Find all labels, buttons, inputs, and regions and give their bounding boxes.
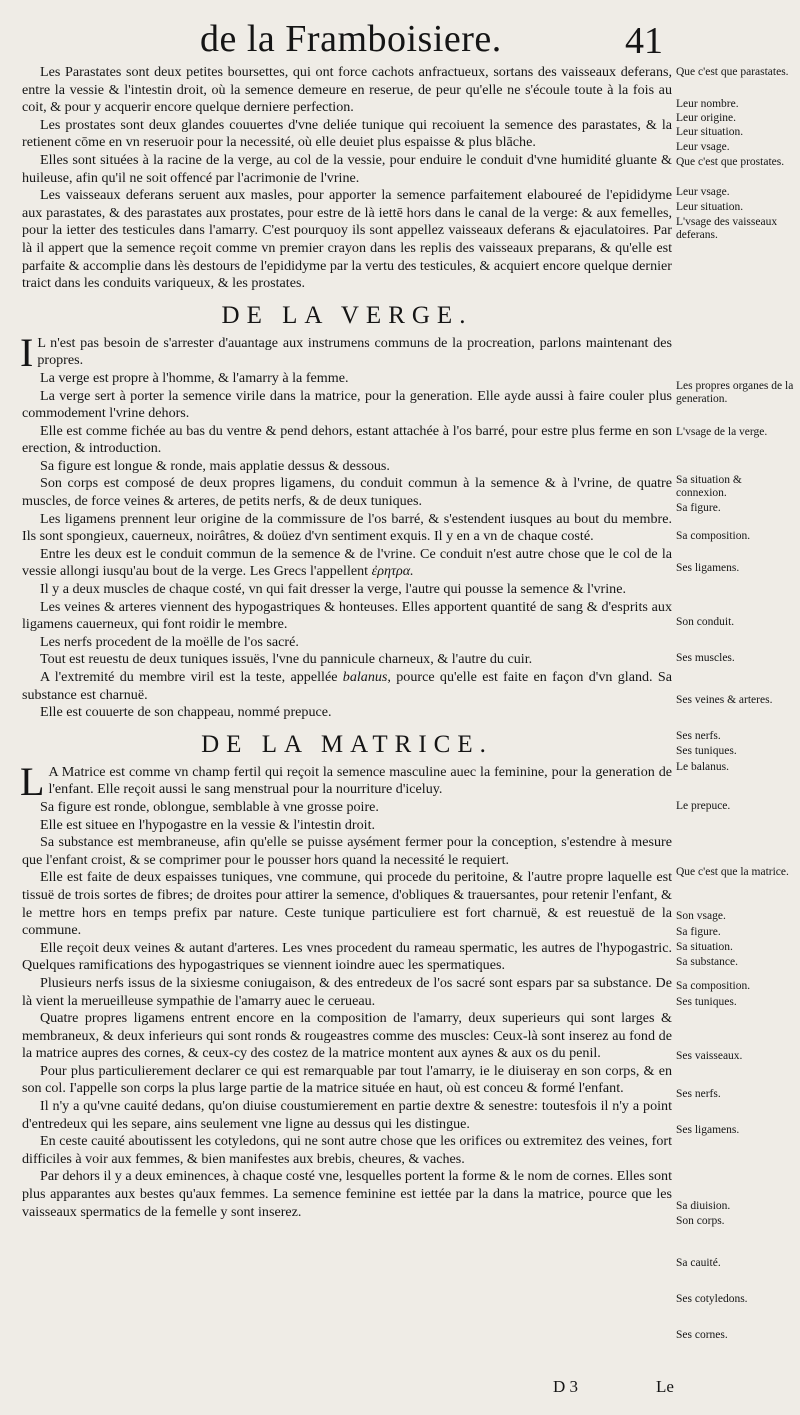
paragraph: Elle reçoit deux veines & autant d'arteres. Les vnes procedent du rameau spermatic, les autres de l'hypogastric. Quelques ramifications des hypogastriques se viennent ioindre auec les spermatiques. <box>22 939 672 974</box>
margin-note: Ses nerfs. <box>676 1088 721 1100</box>
margin-note: Son conduit. <box>676 616 735 628</box>
margin-note: Sa composition. <box>676 980 751 992</box>
paragraph-text: Entre les deux est le conduit commun de la semence & de l'vrine. Ce conduit n'est autre chose que le col de la vessie allongi iusqu'au bout de la verge. Les Grecs l'appellent <box>22 545 672 580</box>
paragraph: La verge sert à porter la semence virile dans la matrice, pour la generation. Elle ayde aussi à faire couler plus commodement l'vrine dehors. <box>22 387 672 422</box>
paragraph-text: , pource qu'elle est faite en façon d'vn gland. Sa substance est charnuë. <box>22 669 672 703</box>
margin-note: Ses muscles. <box>676 652 735 664</box>
margin-note: Ses cornes. <box>676 1329 728 1341</box>
drop-initial: L <box>20 758 45 804</box>
margin-note: Le prepuce. <box>676 800 731 812</box>
margin-note: Sa cauité. <box>676 1257 721 1269</box>
main-text-column <box>22 64 672 1221</box>
page-number: 41 <box>625 20 663 62</box>
margin-note: Leur nombre. <box>676 98 739 110</box>
margin-note: Son vsage. <box>676 910 726 922</box>
margin-note: Sa diuision. <box>676 1200 731 1212</box>
drop-initial: I <box>20 329 34 375</box>
margin-notes <box>676 0 794 1400</box>
margin-note: Sa composition. <box>676 530 751 542</box>
margin-note: Ses ligamens. <box>676 1124 740 1136</box>
paragraph: Elles sont situées à la racine de la verge, au col de la vessie, pour enduire le conduit d'vne humidité gluante & huileuse, afin qu'il ne soit offencé par l'acrimonie de l'vrine. <box>22 151 672 186</box>
paragraph: Elle est situee en l'hypogastre en la vessie & l'intestin droit. <box>40 816 376 833</box>
paragraph: Les veines & arteres viennent des hypogastriques & honteuses. Elles apportent quantité de sang & d'esprits aux ligamens cauerneux, qui font roidir le membre. <box>22 598 672 633</box>
margin-note: Ses tuniques. <box>676 996 737 1008</box>
paragraph: Pour plus particulierement declarer ce qui est remarquable par tout l'amarry, ie le diuiseray en son corps, & en son col. I'appelle son corps la plus large partie de la matrice située en haut, où est conceu & formé l'enfant. <box>22 1062 672 1097</box>
paragraph: Les Parastates sont deux petites boursettes, qui ont force cachots anfractueux, sortans des vaisseaux deferans, entre la vessie & l'intestin droit, où la semence demeure en reserue, de peur qu'elle ne s'écoule toute à la fois au coit, & pour y acquerir encore quelque derniere perfection. <box>22 64 672 116</box>
paragraph <box>20 329 672 375</box>
paragraph: Elle est comme fichée au bas du ventre & pend dehors, estant attachée à l'os barré, pour estre plus ferme en son erection, & introduction. <box>22 422 672 457</box>
paragraph: Sa figure est ronde, oblongue, semblable à vne grosse poire. <box>40 798 379 815</box>
margin-note: Que c'est que prostates. <box>676 156 785 168</box>
paragraph <box>20 758 672 804</box>
paragraph: Elle est couuerte de son chappeau, nommé prepuce. <box>40 704 332 721</box>
catchword: Le <box>656 1377 674 1396</box>
paragraph <box>22 669 672 704</box>
margin-note: Les propres organes de la generation. <box>676 380 794 405</box>
margin-note: Ses vaisseaux. <box>676 1050 743 1062</box>
section-heading-matrice: DE LA MATRICE. <box>201 730 493 758</box>
margin-note: Ses tuniques. <box>676 745 737 757</box>
margin-note: Sa situation. <box>676 941 733 953</box>
margin-note: Que c'est que parastates. <box>676 66 789 78</box>
margin-note: Le balanus. <box>676 761 730 773</box>
paragraph: Tout est reuestu de deux tuniques issuës, l'vne du pannicule charneux, & l'autre du cuir. <box>40 651 533 668</box>
paragraph: Il n'y a qu'vne cauité dedans, qu'on diuise coustumierement en partie dextre & senestre: toutesfois il n'y a point d'entredeux qui les separe, ains seulement vne ligne au dessus qui les distingue. <box>22 1098 672 1132</box>
margin-note: L'vsage de la verge. <box>676 426 768 438</box>
paragraph: Son corps est composé de deux propres ligamens, du conduit commun à la semence & à l'vrine, de quatre muscles, de force veines & arteres, de petits nerfs, & de deux tuniques. <box>22 475 672 510</box>
margin-note: Ses ligamens. <box>676 562 740 574</box>
section-heading-verge: DE LA VERGE. <box>221 301 473 329</box>
paragraph: Les vaisseaux deferans seruent aux masles, pour apporter la semence parfaitement elaboureé de l'epididyme aux parastates, & des parastates aux prostates, pour estre de là iettē hors dans le canal de la verge: & aux femelles, pour la ietter des testicules dans l'amarry. C'est pourquoy ils sont appellez vaisseaux deferans & ejaculatoires. Par là il appert que la semence reçoit comme vn premier crayon dans les replis des vaisseaux preparans, & qu'elle est parfaite & accomplie dans lès destours de l'epididyme par la vertu des testicules, & acquiert encore quelque dernier traict dans les conduits variqueux, & les prostates. <box>22 187 672 292</box>
margin-note: Leur origine. <box>676 112 737 124</box>
paragraph: Les prostates sont deux glandes couuertes d'vne deliée tunique qui recoiuent la semence des parastates, & la retienent cōme en vn reseruoir pour la necessité, où elle deuiet plus espaisse & plus blāche. <box>22 116 672 151</box>
paragraph-text: A Matrice est comme vn champ fertil qui reçoit la semence masculine auec la feminine, pour la generation de l'enfant. Elle reçoit aussi le sang menstrual pour la nourriture d'iceluy. <box>48 763 672 798</box>
greek-word: ἐρητρα. <box>371 563 414 580</box>
running-title: de la Framboisiere. <box>200 18 502 60</box>
paragraph: La verge est propre à l'homme, & l'amarry à la femme. <box>40 369 349 386</box>
paragraph: Les nerfs procedent de la moëlle de l'os sacré. <box>40 633 299 650</box>
margin-note: Sa situation & connexion. <box>676 474 742 499</box>
margin-note: Leur situation. <box>676 201 744 213</box>
paragraph: Sa figure est longue & ronde, mais applatie dessus & dessous. <box>40 457 390 474</box>
paragraph: Elle est faite de deux espaisses tuniques, vne commune, qui procede du peritoine, & l'autre propre laquelle est tissuë de trois sortes de fibres; de droites pour attirer la semence, d'obliques & trauersantes, pour retenir l'enfant, & le mettre hors en temps prefix par nature. Ceste tunique particuliere est fort charnuë, & est reuestuë de la commune. <box>22 869 672 939</box>
paragraph-text: L n'est pas besoin de s'arrester d'auantage aux instrumens communs de la procreation, parlons maintenant des propres. <box>37 334 672 369</box>
margin-note: Leur vsage. <box>676 186 730 198</box>
margin-note: Leur situation. <box>676 126 744 138</box>
paragraph: En ceste cauité aboutissent les cotyledons, qui ne sont autre chose que les orifices ou extremitez des veines, fort difficiles à voir aux femmes, & bien manifestes aux brebis, cheures, & vaches. <box>22 1133 672 1167</box>
margin-note: Ses cotyledons. <box>676 1293 748 1305</box>
paragraph: Sa substance est membraneuse, afin qu'elle se puisse aysément fermer pour la conception, s'estendre à mesure que l'enfant croist, & se comprimer pour le pousser hors quand la necessité le requiert. <box>22 834 672 868</box>
paragraph <box>22 546 672 581</box>
italic-word: balanus <box>342 669 388 685</box>
margin-note: Leur vsage. <box>676 141 730 153</box>
paragraph: Plusieurs nerfs issus de la sixiesme coniugaison, & des entredeux de l'os sacré sont espars par sa substance. De là vient la merueilleuse sympathie de l'amarry auec le cerueau. <box>22 974 672 1009</box>
margin-note: Ses nerfs. <box>676 730 721 742</box>
margin-note: Sa figure. <box>676 926 721 938</box>
margin-note: Sa substance. <box>676 956 738 968</box>
paragraph-text: A l'extremité du membre viril est la teste, appellée <box>40 669 338 685</box>
margin-note: L'vsage des vaisseaux deferans. <box>676 216 778 241</box>
paragraph: Par dehors il y a deux eminences, à chaque costé vne, lesquelles portent la forme & le nom de cornes. Elles sont plus apparantes aux bestes qu'aux femmes. La semence feminine est iettée par la dans la matrice, pource que les vaisseaux spermatics de la femelle y sont inserez. <box>22 1168 672 1220</box>
margin-note: Sa figure. <box>676 502 721 514</box>
paragraph: Les ligamens prennent leur origine de la commissure de l'os barré, & s'estendent iusques au bout du membre. Ils sont spongieux, cauerneux, noirâtres, & doüez d'vn sentiment exquis. Il y en a vn de chaque costé. <box>22 510 672 545</box>
margin-note: Ses veines & arteres. <box>676 694 773 706</box>
margin-note: Son corps. <box>676 1215 725 1227</box>
paragraph: Il y a deux muscles de chaque costé, vn qui fait dresser la verge, l'autre qui pousse la semence & l'vrine. <box>40 581 626 598</box>
margin-note: Que c'est que la matrice. <box>676 866 789 878</box>
paragraph: Quatre propres ligamens entrent encore en la composition de l'amarry, deux superieurs qui sont larges & membraneux, & deux inferieurs qui sont ronds & rougeastres comme des muscles: Ceux-là sont inserez au fond de la matrice aupres des cornes, & ceux-cy des costez de la matrice montent aux aynes & aux os du penil. <box>22 1010 672 1062</box>
signature-mark: D 3 <box>553 1377 579 1396</box>
